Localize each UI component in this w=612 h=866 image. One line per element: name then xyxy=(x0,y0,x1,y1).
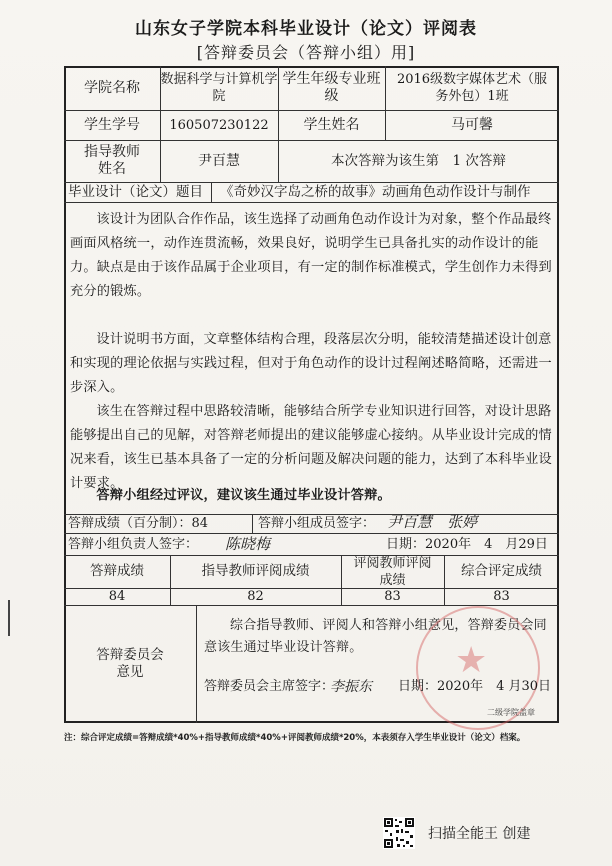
grade-value: 2016级数字媒体艺术（服务外包）1班 xyxy=(396,72,548,104)
scan-watermark: 扫描全能王 创建 xyxy=(428,826,531,842)
committee-label: 答辩委员会意见 xyxy=(96,647,164,680)
seal-star-icon: ★ xyxy=(455,640,488,681)
score-header-defense: 答辩成绩 xyxy=(90,563,144,579)
score-header-advisor: 指导教师评阅成绩 xyxy=(201,563,310,579)
defense-count: 本次答辩为该生第 1 次答辩 xyxy=(331,152,506,169)
student-id-label: 学生学号 xyxy=(84,116,140,133)
score-value-advisor: 82 xyxy=(247,589,264,604)
doc-title: 山东女子学院本科毕业设计（论文）评阅表 xyxy=(135,19,477,39)
grade-label: 学生年级专业班级 xyxy=(282,71,381,104)
topic-divider xyxy=(211,182,212,202)
col-divider xyxy=(252,514,253,533)
college-label: 学院名称 xyxy=(84,79,140,96)
defense-score-value: 84 xyxy=(191,516,209,531)
defense-date: 日期：2020年 4 月29日 xyxy=(386,536,548,552)
leader-signature: 陈晓梅 xyxy=(225,535,271,553)
leader-label: 答辩小组负责人签字： xyxy=(68,536,199,552)
defense-score-label: 答辩成绩（百分制）： xyxy=(68,516,192,531)
score-header-final: 综合评定成绩 xyxy=(461,563,542,579)
advisor-value: 尹百慧 xyxy=(198,152,240,169)
comment-paragraph-2: 设计说明书方面，文章整体结构合理，段落层次分明，能较清楚描述设计创意和实现的理论依据与实践过程，但对于角色动作的设计过程阐述略简略，还需进一步深入。 xyxy=(70,332,552,395)
comment-paragraph-1: 该设计为团队合作作品，该生选择了动画角色动作设计为对象，整个作品最终画面风格统一，动作连贯流畅，效果良好，说明学生已具备扎实的动作设计的能力。缺点是由于该作品属于企业项目，有一定的制作标准模式，学生创作力未得到充分的锻炼。 xyxy=(70,212,552,299)
student-name-label: 学生姓名 xyxy=(303,116,360,133)
score-header-reviewer: 评阅教师评阅成绩 xyxy=(353,555,432,588)
qr-code-icon xyxy=(383,817,415,849)
committee-date: 日期：2020年 4 月30日 xyxy=(398,678,552,694)
chair-label: 答辩委员会主席签字： xyxy=(204,678,335,694)
defense-score xyxy=(68,514,252,533)
committee-opinion: 综合指导教师、评阅人和答辩小组意见，答辩委员会同意该生通过毕业设计答辩。 xyxy=(204,618,547,655)
margin-mark xyxy=(8,600,10,636)
doc-subtitle: [答辩委员会（答辩小组）用] xyxy=(196,43,416,62)
student-name-value: 马可馨 xyxy=(451,116,493,133)
advisor-label: 指导教师姓名 xyxy=(84,144,140,177)
topic-row xyxy=(68,182,559,202)
col-divider xyxy=(196,605,197,723)
score-value-reviewer: 83 xyxy=(384,589,401,604)
score-value-defense: 84 xyxy=(108,589,126,604)
members-signature: 尹百慧 张婷 xyxy=(387,513,478,531)
college-value: 数据科学与计算机学院 xyxy=(160,72,278,104)
chair-signature: 李振东 xyxy=(330,679,372,695)
score-value-final: 83 xyxy=(493,589,510,604)
topic-value: 《奇妙汉字岛之桥的故事》动画角色动作设计与制作 xyxy=(220,183,531,200)
footer-note: 注：综合评定成绩=答辩成绩*40%+指导教师成绩*40%+评阅教师成绩*20%，本表须存入学生毕业设计（论文）档案。 xyxy=(64,733,526,743)
row-divider xyxy=(64,202,559,203)
members-label: 答辩小组成员签字： xyxy=(258,516,376,531)
comment-conclusion: 答辩小组经过评议，建议该生通过毕业设计答辩。 xyxy=(96,488,391,503)
student-id-value: 160507230122 xyxy=(169,117,269,133)
comment-paragraph-3: 该生在答辩过程中思路较清晰，能够结合所学专业知识进行回答，对设计思路能够提出自己的见解，对答辩老师提出的建议能够虚心接纳。从毕业设计完成的情况来看，该生已基本具备了一定的分析问题及解决问题的能力，达到了本科毕业设计要求。 xyxy=(70,404,552,491)
topic-label: 毕业设计（论文）题目 xyxy=(68,183,203,200)
stamp-caption: 二级学院盖章 xyxy=(487,708,535,717)
